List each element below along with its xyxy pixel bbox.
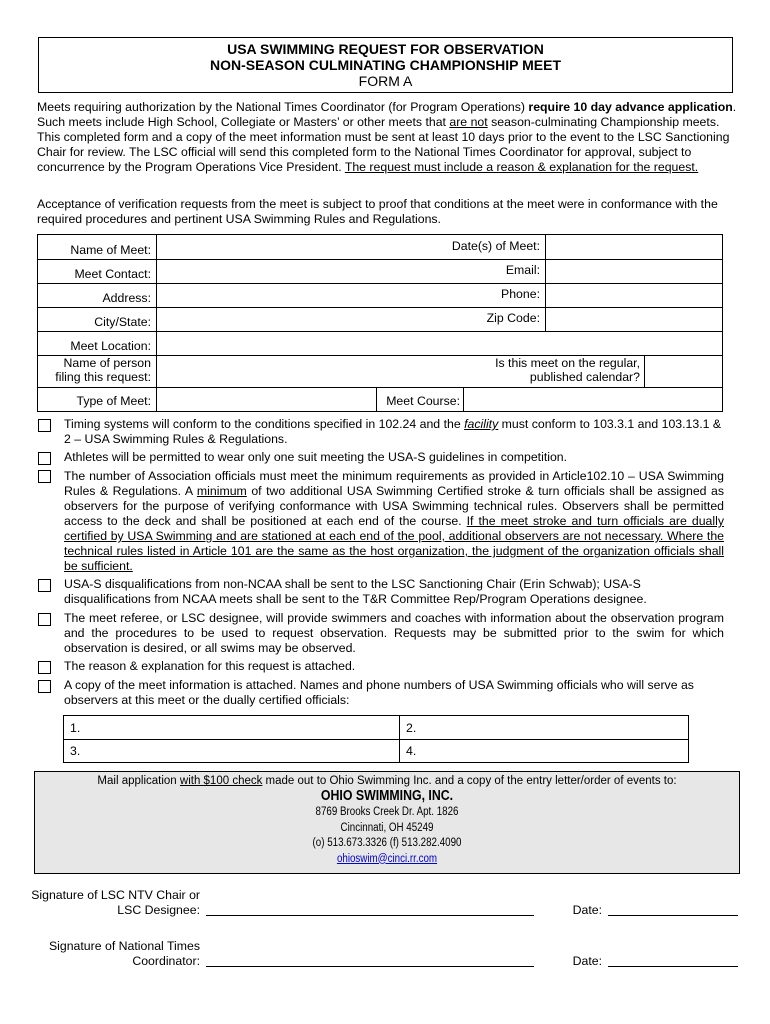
filer-name-field[interactable] bbox=[158, 356, 458, 386]
lsc-signature-line[interactable] bbox=[206, 915, 534, 916]
phone-label: Phone: bbox=[501, 287, 540, 301]
ntc-signature-line[interactable] bbox=[206, 966, 534, 967]
checklist-item-disqualifications: USA-S disqualifications from non-NCAA shall be sent to the LSC Sanctioning Chair (Erin Schwab); USA-S disqualifications from NCAA meets shall be sent to the T&R Committee Rep/Program Operations designee. bbox=[64, 577, 647, 606]
lsc-date-label: Date: bbox=[572, 903, 602, 917]
address-label: Address: bbox=[102, 291, 151, 305]
mailing-instructions-box bbox=[34, 771, 740, 874]
org-street: 8769 Brooks Creek Dr. Apt. 1826 bbox=[315, 806, 459, 818]
meet-course-label: Meet Course: bbox=[386, 394, 460, 408]
dates-of-meet-label: Date(s) of Meet: bbox=[451, 239, 540, 253]
org-city: Cincinnati, OH 45249 bbox=[340, 821, 434, 834]
type-of-meet-field[interactable] bbox=[158, 388, 374, 410]
email-field[interactable] bbox=[547, 260, 720, 282]
filer-name-label: Name of person filing this request: bbox=[55, 356, 151, 384]
ntc-date-label: Date: bbox=[572, 954, 602, 968]
intro-paragraph: Meets requiring authorization by the National Times Coordinator (for Program Operations) require 10 day advance application. Such meets include High School, Collegiate or Masters’ or other meets that are not season-culminating Championship meets. This completed form and a copy of the meet information must be sent at least 10 days prior to the event to the LSC Sanctioning Chair for review. The LSC official will send this completed form to the National Times Coordinator for approval, subject to concurrence by the Program Operations Vice President. The request must include a reason & explanation for the request. bbox=[37, 100, 737, 174]
checklist-item-meet-info: A copy of the meet information is attached. Names and phone numbers of USA Swimming officials who will serve as observers at this meet or the dually certified officials: bbox=[64, 678, 694, 707]
org-email-link[interactable]: ohioswim@cinci.rr.com bbox=[336, 852, 438, 865]
lsc-signature-label: Signature of LSC NTV Chair or LSC Designee: bbox=[31, 888, 200, 917]
meet-location-field[interactable] bbox=[158, 332, 720, 354]
observer-4-label: 4. bbox=[406, 744, 417, 758]
name-of-meet-label: Name of Meet: bbox=[70, 243, 151, 257]
checklist-item-referee: The meet referee, or LSC designee, will provide swimmers and coaches with information about the observation program and the procedures to be used to request observation. Requests may be submitted prior to the swim for which observation is desired, or all swims may be observed. bbox=[64, 611, 724, 655]
checklist-item-officials: The number of Association officials must meet the minimum requirements as provided in Article102.10 – USA Swimming Rules & Regulations. A minimum of two additional USA Swimming Certified stroke & turn officials shall be assigned as observers for the purpose of verifying conformance with USA Swimming technical rules. Observers shall be permitted access to the deck and shall be positioned at each end of the course. If the meet stroke and turn officials are dually certified by USA Swimming and are stationed at each end of the pool, additional observers are not necessary. Where the technical rules listed in Article 101 are the same as the host organization, the judgment of the organization officials shall be sufficient. bbox=[64, 469, 725, 573]
form-title-box bbox=[38, 37, 733, 93]
checklist-item-suits: Athletes will be permitted to wear only one suit meeting the USA-S guidelines in competition. bbox=[64, 450, 568, 464]
checkbox-officials[interactable] bbox=[38, 470, 51, 483]
observer-3-field[interactable] bbox=[86, 740, 396, 761]
org-name: OHIO SWIMMING, INC. bbox=[320, 788, 454, 804]
form-subtitle: NON-SEASON CULMINATING CHAMPIONSHIP MEET bbox=[209, 57, 562, 73]
observer-1-label: 1. bbox=[70, 721, 81, 735]
org-phones: (o) 513.673.3326 (f) 513.282.4090 bbox=[312, 837, 462, 849]
regular-calendar-field[interactable] bbox=[646, 356, 720, 386]
zip-code-label: Zip Code: bbox=[486, 311, 540, 325]
lsc-date-line[interactable] bbox=[608, 915, 738, 916]
type-of-meet-label: Type of Meet: bbox=[76, 394, 151, 408]
meet-contact-label: Meet Contact: bbox=[74, 267, 151, 281]
checkbox-suits[interactable] bbox=[38, 452, 51, 465]
ntc-signature-label: Signature of National Times Coordinator: bbox=[48, 939, 200, 968]
form-title: USA SWIMMING REQUEST FOR OBSERVATION bbox=[227, 41, 544, 57]
zip-code-field[interactable] bbox=[547, 308, 720, 330]
observer-3-label: 3. bbox=[70, 744, 81, 758]
observer-1-field[interactable] bbox=[86, 717, 396, 738]
meet-course-field[interactable] bbox=[465, 388, 720, 410]
regular-calendar-label: Is this meet on the regular, published calendar? bbox=[495, 356, 640, 384]
observer-2-label: 2. bbox=[406, 721, 417, 735]
meet-info-form bbox=[37, 234, 723, 412]
observers-table bbox=[63, 715, 689, 763]
city-state-label: City/State: bbox=[94, 315, 151, 329]
checkbox-reason[interactable] bbox=[38, 661, 51, 674]
checkbox-meet-info[interactable] bbox=[38, 680, 51, 693]
meet-location-label: Meet Location: bbox=[70, 339, 151, 353]
checkbox-disqualifications[interactable] bbox=[38, 579, 51, 592]
mailing-instructions: Mail application with $100 check made out to Ohio Swimming Inc. and a copy of the entry letter/order of events to: bbox=[97, 775, 677, 787]
checklist-item-timing: Timing systems will conform to the conditions specified in 102.24 and the facility must conform to 103.3.1 and 103.13.1 & 2 – USA Swimming Rules & Regulations. bbox=[64, 417, 722, 446]
email-label: Email: bbox=[505, 263, 540, 277]
phone-field[interactable] bbox=[547, 284, 720, 306]
observer-2-field[interactable] bbox=[422, 717, 684, 738]
acceptance-paragraph: Acceptance of verification requests from the meet is subject to proof that conditions at the meet were in conformance with the required procedures and pertinent USA Swimming Rules and Regulations. bbox=[37, 197, 718, 226]
observer-4-field[interactable] bbox=[422, 740, 684, 761]
dates-of-meet-field[interactable] bbox=[547, 236, 720, 258]
ntc-date-line[interactable] bbox=[608, 966, 738, 967]
checkbox-referee[interactable] bbox=[38, 613, 51, 626]
checkbox-timing[interactable] bbox=[38, 419, 51, 432]
checklist-item-reason: The reason & explanation for this request is attached. bbox=[64, 659, 356, 673]
form-label: FORM A bbox=[358, 73, 413, 89]
